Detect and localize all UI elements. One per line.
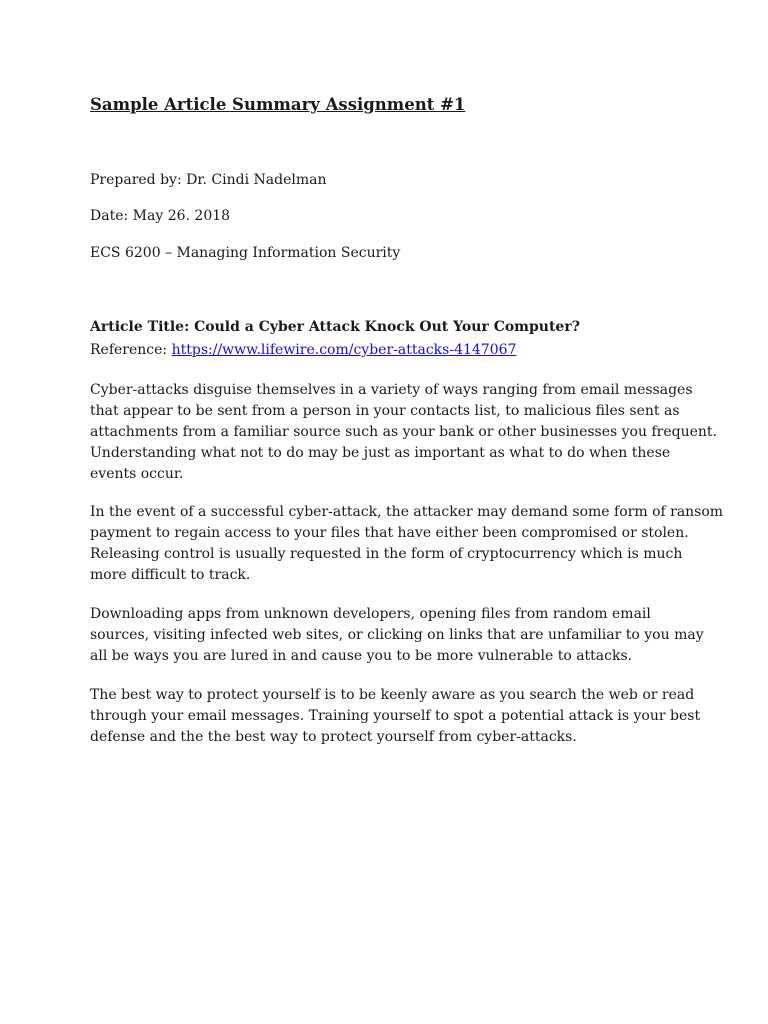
paragraph-4 <box>90 685 701 748</box>
reference-label: Reference: <box>90 342 172 358</box>
paragraph-line: defense and the the best way to protect yourself from cyber-attacks. <box>90 729 577 745</box>
reference <box>90 342 516 358</box>
paragraph-line: Releasing control is usually requested in the form of cryptocurrency which is much <box>90 546 683 562</box>
paragraph-1 <box>90 380 717 485</box>
article-title: Article Title: Could a Cyber Attack Knock Out Your Computer? <box>90 319 580 335</box>
paragraph-line: The best way to protect yourself is to be keenly aware as you search the web or read <box>90 687 695 703</box>
paragraph-line: that appear to be sent from a person in your contacts list, to malicious files sent as <box>90 403 680 419</box>
prepared-by: Prepared by: Dr. Cindi Nadelman <box>90 172 327 188</box>
paragraph-line: events occur. <box>90 466 184 482</box>
paragraph-line: Understanding what not to do may be just as important as what to do when these <box>90 445 671 461</box>
paragraph-line: attachments from a familiar source such as your bank or other businesses you frequent. <box>90 424 717 440</box>
document-date: Date: May 26. 2018 <box>90 208 231 224</box>
paragraph-line: through your email messages. Training yourself to spot a potential attack is your best <box>90 708 701 724</box>
paragraph-line: sources, visiting infected web sites, or clicking on links that are unfamiliar to you may <box>90 627 704 643</box>
document-page <box>90 0 724 1024</box>
paragraph-line: payment to regain access to your files that have either been compromised or stolen. <box>90 525 689 541</box>
paragraph-line: more difficult to track. <box>90 567 251 583</box>
paragraph-line: Downloading apps from unknown developers, opening files from random email <box>90 606 651 622</box>
paragraph-2 <box>90 502 724 586</box>
paragraph-line: all be ways you are lured in and cause you to be more vulnerable to attacks. <box>90 648 633 664</box>
paragraph-3 <box>90 604 704 667</box>
course-name: ECS 6200 – Managing Information Security <box>90 245 401 261</box>
paragraph-line: In the event of a successful cyber-attack, the attacker may demand some form of ransom <box>90 504 724 520</box>
document-title: Sample Article Summary Assignment #1 <box>90 95 466 114</box>
paragraph-line: Cyber-attacks disguise themselves in a variety of ways ranging from email messages <box>90 382 693 398</box>
reference-link[interactable]: https://www.lifewire.com/cyber-attacks-4147067 <box>171 342 517 358</box>
